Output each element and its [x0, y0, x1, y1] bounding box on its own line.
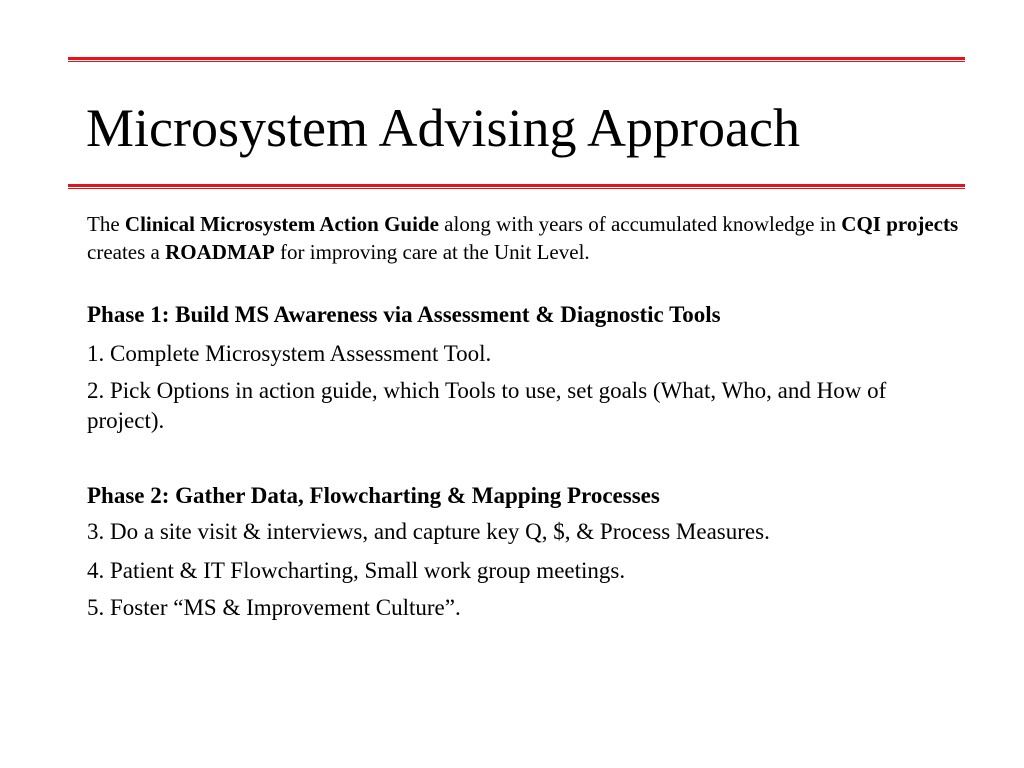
top-divider-thick-line [68, 57, 965, 60]
phase2-heading: Phase 2: Gather Data, Flowcharting & Mapping Processes [87, 483, 660, 508]
phase2-step-3: 3. Do a site visit & interviews, and capture key Q, $, & Process Measures. [87, 519, 770, 544]
phase1-heading: Phase 1: Build MS Awareness via Assessment & Diagnostic Tools [87, 302, 721, 327]
intro-text-1: The [87, 212, 125, 236]
phase1-step-2: 2. Pick Options in action guide, which Tools to use, set goals (What, Who, and How of project). [87, 378, 887, 433]
bottom-divider-thin-line [68, 188, 965, 189]
bottom-divider-thick-line [68, 184, 965, 187]
intro-text-3: creates a [87, 240, 166, 264]
intro-bold-cqi-projects: CQI projects [841, 212, 959, 236]
intro-bold-action-guide: Clinical Microsystem Action Guide [124, 212, 439, 236]
bottom-divider-rule [68, 184, 965, 190]
phase1-step-1: 1. Complete Microsystem Assessment Tool. [87, 341, 492, 366]
top-divider-thin-line [68, 61, 965, 62]
phase2-step-5: 5. Foster “MS & Improvement Culture”. [87, 595, 461, 620]
intro-bold-roadmap: ROADMAP [165, 240, 275, 264]
top-divider-rule [68, 57, 965, 63]
intro-text-2: along with years of accumulated knowledge in [438, 212, 842, 236]
intro-text-4: for improving care at the Unit Level. [274, 240, 590, 264]
intro-paragraph [87, 210, 987, 266]
phase2-step-4: 4. Patient & IT Flowcharting, Small work group meetings. [87, 558, 626, 583]
slide-title: Microsystem Advising Approach [86, 98, 800, 158]
